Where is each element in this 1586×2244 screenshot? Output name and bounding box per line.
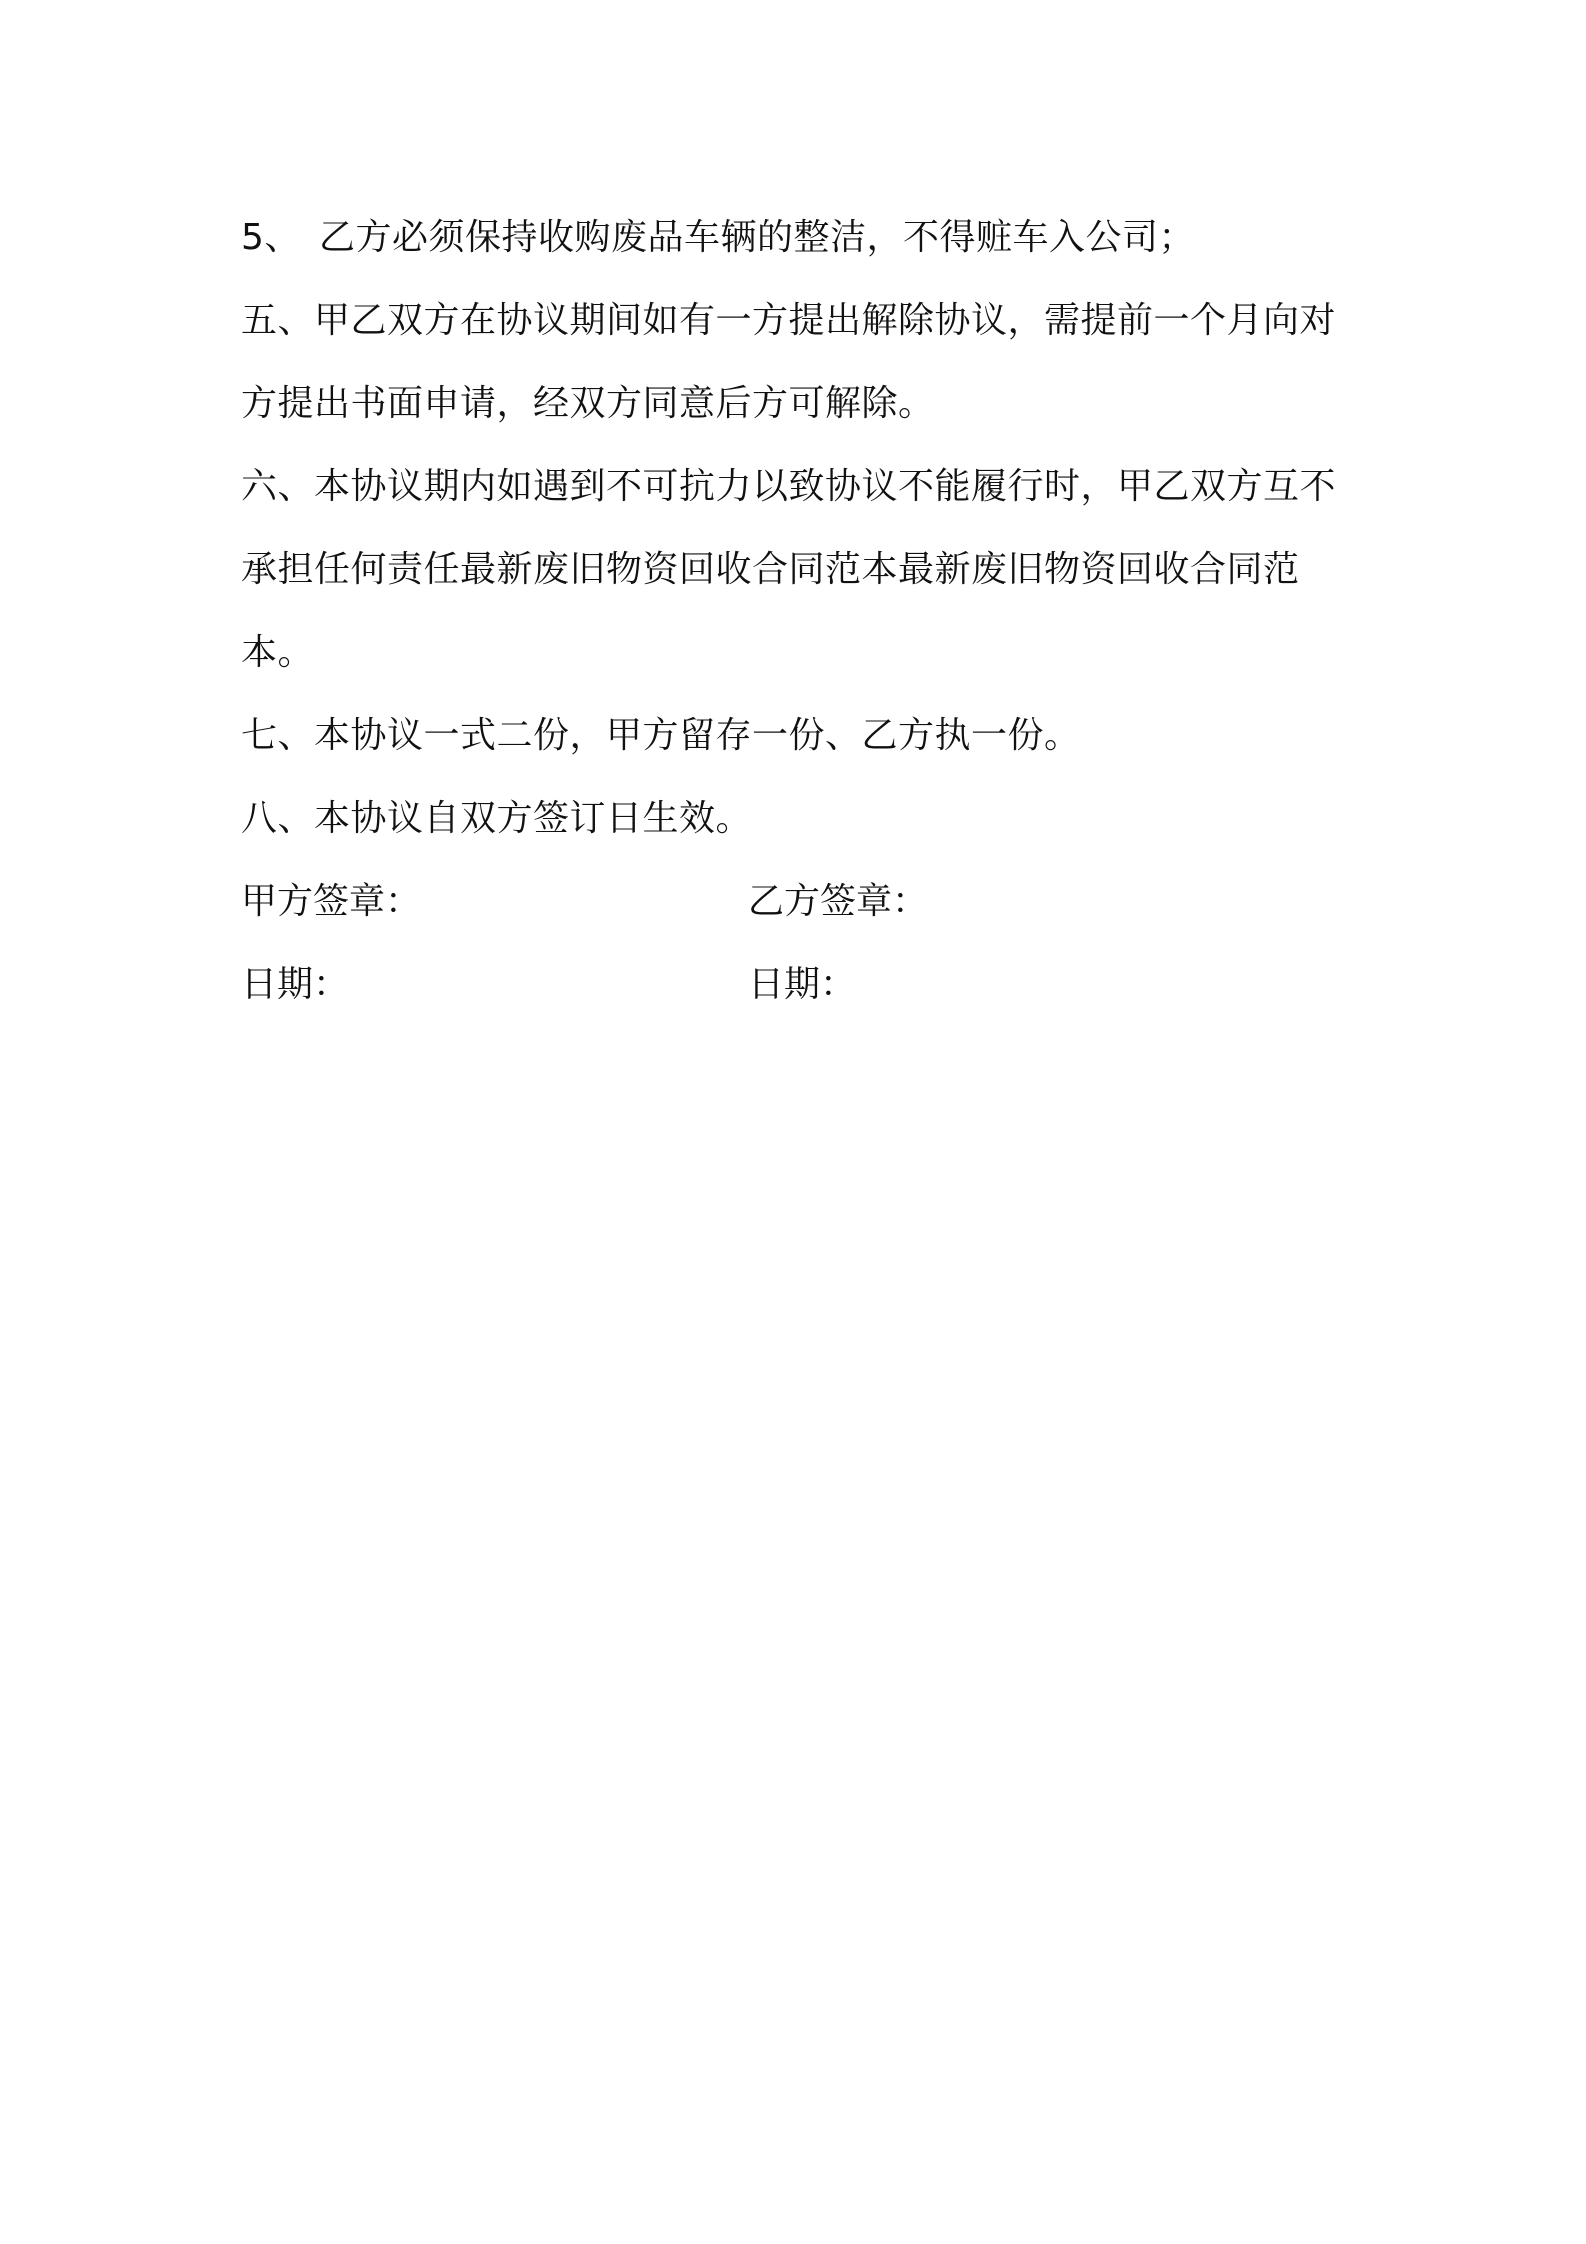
clause-8: 八、本协议自双方签订日生效。 [241, 798, 753, 839]
signature-row [241, 860, 1361, 943]
clause-7: 七、本协议一式二份，甲方留存一份、乙方执一份。 [241, 715, 1081, 756]
item-text: 乙方必须保持收购废品车辆的整洁，不得赃车入公司； [319, 217, 1196, 258]
clause-5-line-2: 方提出书面申请，经双方同意后方可解除。 [241, 383, 935, 424]
party-a-signature-label: 甲方签章： [241, 881, 422, 922]
list-item-5 [241, 196, 1361, 279]
party-a-date-label: 日期： [241, 964, 350, 1005]
clause-6-line-2: 承担任何责任最新废旧物资回收合同范本最新废旧物资回收合同范 [241, 549, 1300, 590]
clause-5-line-1: 五、甲乙双方在协议期间如有一方提出解除协议，需提前一个月向对 [241, 300, 1337, 341]
document-body [241, 196, 1361, 1026]
clause-6-line-1: 六、本协议期内如遇到不可抗力以致协议不能履行时，甲乙双方互不 [241, 466, 1337, 507]
item-number: 5、 [241, 217, 301, 258]
date-row [241, 943, 1361, 1026]
clause-6-line-3: 本。 [241, 632, 315, 673]
party-b-date-label: 日期： [748, 964, 857, 1005]
party-b-signature-label: 乙方签章： [748, 881, 929, 922]
